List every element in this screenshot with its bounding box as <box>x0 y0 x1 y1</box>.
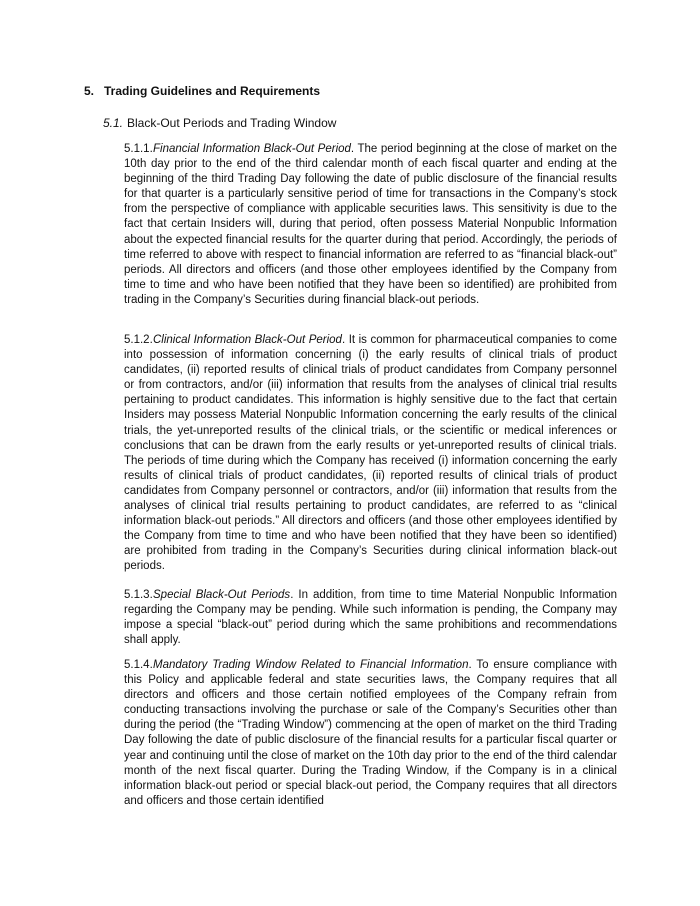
paragraph-number: 5.1.2. <box>124 334 153 346</box>
paragraph-5-1-2 <box>124 333 617 575</box>
paragraph-text: . It is common for pharmaceutical companies to come into possession of information concerning (i) the early results of clinical trials of product candidates, (ii) reported results of clinical trials of product candidates from Company personnel or from contractors, and/or (iii) information that results from the analyses of clinical trial results pertaining to product candidates. This information is highly sensitive due to the fact that certain Insiders may possess Material Nonpublic Information concerning the early results of the clinical trials, the yet-unreported results of the clinical trials, or the scientific or medical inferences or conclusions that can be drawn from the early results or yet-unreported results of clinical trials. The periods of time during which the Company has received (i) information concerning the early results of clinical trials of product candidates, (ii) reported results of clinical trials of product candidates from Company personnel or contractors, and/or (iii) information that results from the analyses of clinical trial results pertaining to product candidates, are referred to as “clinical information black-out periods.” All directors and officers (and those other employees identified by the Company from time to time and who have been notified that they have been so identified) are prohibited from trading in the Company’s Securities during clinical information black-out periods. <box>124 334 617 573</box>
section-number: 5. <box>84 84 95 98</box>
paragraph-title: Clinical Information Black-Out Period <box>153 334 342 346</box>
subsection-title: Black-Out Periods and Trading Window <box>127 116 337 130</box>
paragraph-number: 5.1.1. <box>124 143 153 155</box>
section-heading <box>84 84 320 99</box>
subsection-number: 5.1. <box>103 116 124 130</box>
paragraph-title: Financial Information Black-Out Period <box>153 143 351 155</box>
paragraph-number: 5.1.3. <box>124 589 153 601</box>
paragraph-title: Mandatory Trading Window Related to Financial Information <box>153 659 469 671</box>
section-title: Trading Guidelines and Requirements <box>104 84 321 98</box>
paragraph-5-1-1 <box>124 142 617 308</box>
paragraph-text: . The period beginning at the close of market on the 10th day prior to the end of the third calendar month of each fiscal quarter and ending at the beginning of the third Trading Day following the date of public disclosure of the financial results for that quarter is a particularly sensitive period of time for transactions in the Company’s stock from the perspective of compliance with applicable securities laws. This sensitivity is due to the fact that certain Insiders will, during that period, often possess Material Nonpublic Information about the expected financial results for the quarter during that period. Accordingly, the periods of time referred to above with respect to financial information are referred to as “financial black-out” periods. All directors and officers (and those other employees identified by the Company from time to time and who have been notified that they have been so identified) are prohibited from trading in the Company’s Securities during financial black-out periods. <box>124 143 617 306</box>
paragraph-number: 5.1.4. <box>124 659 153 671</box>
paragraph-title: Special Black-Out Periods <box>153 589 291 601</box>
paragraph-text: . In addition, from time to time Material Nonpublic Information regarding the Company may be pending. While such information is pending, the Company may impose a special “black-out” period during which the same prohibitions and recommendations shall apply. <box>124 589 617 647</box>
paragraph-5-1-4 <box>124 658 617 809</box>
paragraph-text: . To ensure compliance with this Policy and applicable federal and state securities laws, the Company requires that all directors and officers and those certain notified employees of the Company refrain from conducting transactions involving the purchase or sale of the Company’s Securities other than during the period (the “Trading Window”) commencing at the open of market on the third Trading Day following the date of public disclosure of the financial results for a particular fiscal quarter or year and continuing until the close of market on the 10th day prior to the end of the third calendar month of the next fiscal quarter. During the Trading Window, if the Company is in a clinical information black-out period or special black-out period, the Company requires that all directors and officers and those certain identified <box>124 659 617 807</box>
subsection-heading <box>103 116 336 131</box>
paragraph-5-1-3 <box>124 588 617 648</box>
